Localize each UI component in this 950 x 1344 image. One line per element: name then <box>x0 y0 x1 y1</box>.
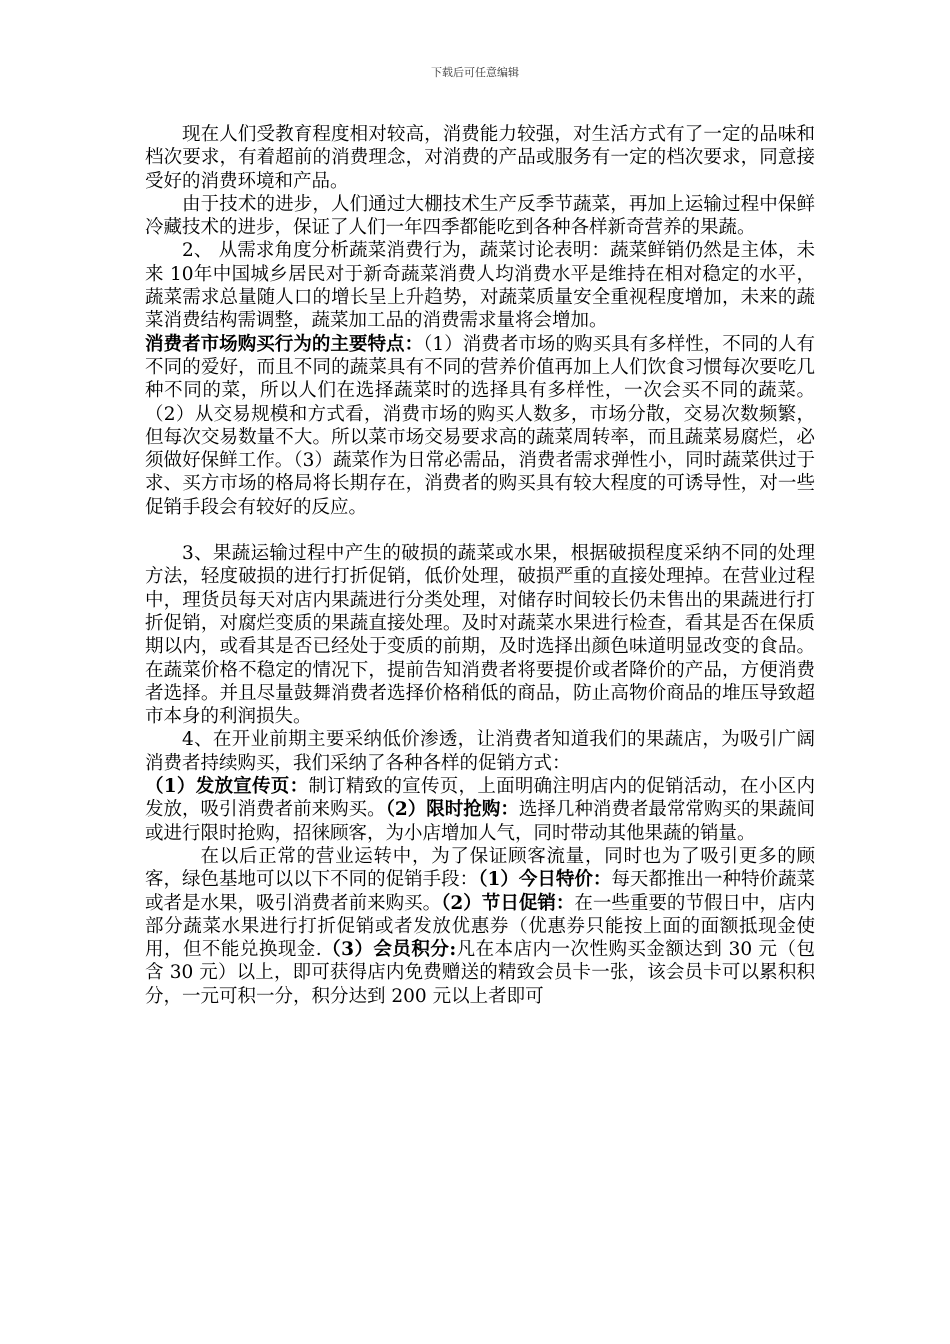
bold-label: （1）今日特价： <box>478 869 612 891</box>
bold-label: （3）会员积分: <box>321 939 457 961</box>
paragraph: 4、在开业前期主要采纳低价渗透，让消费者知道我们的果蔬店，为吸引广阔消费者持续购买，我们采纳了各种各样的促销方式： <box>145 729 815 774</box>
text-run: 选择几种消费者最常常购买的果蔬间或进行限时抢购，招徕顾客，为小店增加人气，同时带动其他果蔬的销量。 <box>145 799 815 844</box>
text-run: 制订精致的宣传页，上面明确注明店内的促销活动，在小区内发放，吸引消费者前来购买。 <box>145 776 816 821</box>
bold-label: （2）限时抢购： <box>385 799 519 821</box>
page-header: 下载后可任意编辑 <box>431 66 519 79</box>
paragraph <box>145 845 815 1008</box>
text-run: 凡在本店内一次性购买金额达到 30 元（包含 30 元）以上，即可获得店内免费赠送的精致会员卡一张，该会员卡可以累积积分，一元可积一分，积分达到 200 元以上者即可 <box>145 939 815 1007</box>
text-run: 在以后正常的营业运转中，为了保证顾客流量，同时也为了吸引更多的顾客，绿色基地可以以下不同的促销手段： <box>145 845 815 891</box>
paragraph <box>145 775 815 845</box>
bold-heading: 消费者市场购买行为的主要特点： <box>145 333 424 355</box>
paragraph <box>145 333 815 519</box>
paragraph: 由于技术的进步，人们通过大棚技术生产反季节蔬菜，再加上运输过程中保鲜冷藏技术的进步，保证了人们一年四季都能吃到各种各样新奇营养的果蔬。 <box>145 193 815 239</box>
paragraph: 现在人们受教育程度相对较高，消费能力较强，对生活方式有了一定的品味和档次要求，有着超前的消费理念，对消费的产品或服务有一定的档次要求，同意接受好的消费环境和产品。 <box>145 124 815 192</box>
bold-label: （2）节日促销： <box>441 892 575 914</box>
text-run: 在一些重要的节假日中，店内部分蔬菜水果进行打折促销或者发放优惠券（优惠券只能按上面的面额抵现金使用，但不能兑换现金. <box>145 892 815 961</box>
text-run: （1）消费者市场的购买具有多样性，不同的人有不同的爱好，而且不同的蔬菜具有不同的营养价值再加上人们饮食习惯每次要吃几种不同的菜，所以人们在选择蔬菜时的选择具有多样性，一次会买不同的蔬菜。（2）从交易规模和方式看，消费市场的购买人数多，市场分散，交易次数频繁，但每次交易数量不大。所以菜市场交易要求高的蔬菜周转率，而且蔬菜易腐烂，必须做好保鲜工作。（3）蔬菜作为日常必需品，消费者需求弹性小，同时蔬菜供过于求、买方市场的格局将长期存在，消费者的购买具有较大程度的可诱导性，对一些促销手段会有较好的反应。 <box>145 333 815 518</box>
text-run: 每天都推出一种特价蔬菜或者是水果，吸引消费者前来购买。 <box>145 869 815 914</box>
paragraph: 3、果蔬运输过程中产生的破损的蔬菜或水果，根据破损程度采纳不同的处理方法，轻度破损的进行打折促销，低价处理，破损严重的直接处理掉。在营业过程中，理货员每天对店内果蔬进行分类处理，对储存时间较长仍未售出的果蔬进行打折促销，对腐烂变质的果蔬直接处理。及时对蔬菜水果进行检查，看其是否在保质期以内，或看其是否已经处于变质的前期，及时选择出颜色味道明显改变的食品。在蔬菜价格不稳定的情况下，提前告知消费者将要提价或者降价的产品，方便消费者选择。并且尽量鼓舞消费者选择价格稍低的商品，防止高物价商品的堆压导致超市本身的利润损失。 <box>145 543 815 728</box>
bold-label: （1）发放宣传页： <box>145 776 309 798</box>
document-body <box>145 123 815 1008</box>
blank-line <box>145 519 815 542</box>
paragraph: 2、 从需求角度分析蔬菜消费行为，蔬菜讨论表明：蔬菜鲜销仍然是主体，未来 10年中国城乡居民对于新奇蔬菜消费人均消费水平是维持在相对稳定的水平，蔬菜需求总量随人口的增长呈上升趋势，对蔬菜质量安全重视程度增加，未来的蔬菜消费结构需调整，蔬菜加工品的消费需求量将会增加。 <box>145 240 815 332</box>
